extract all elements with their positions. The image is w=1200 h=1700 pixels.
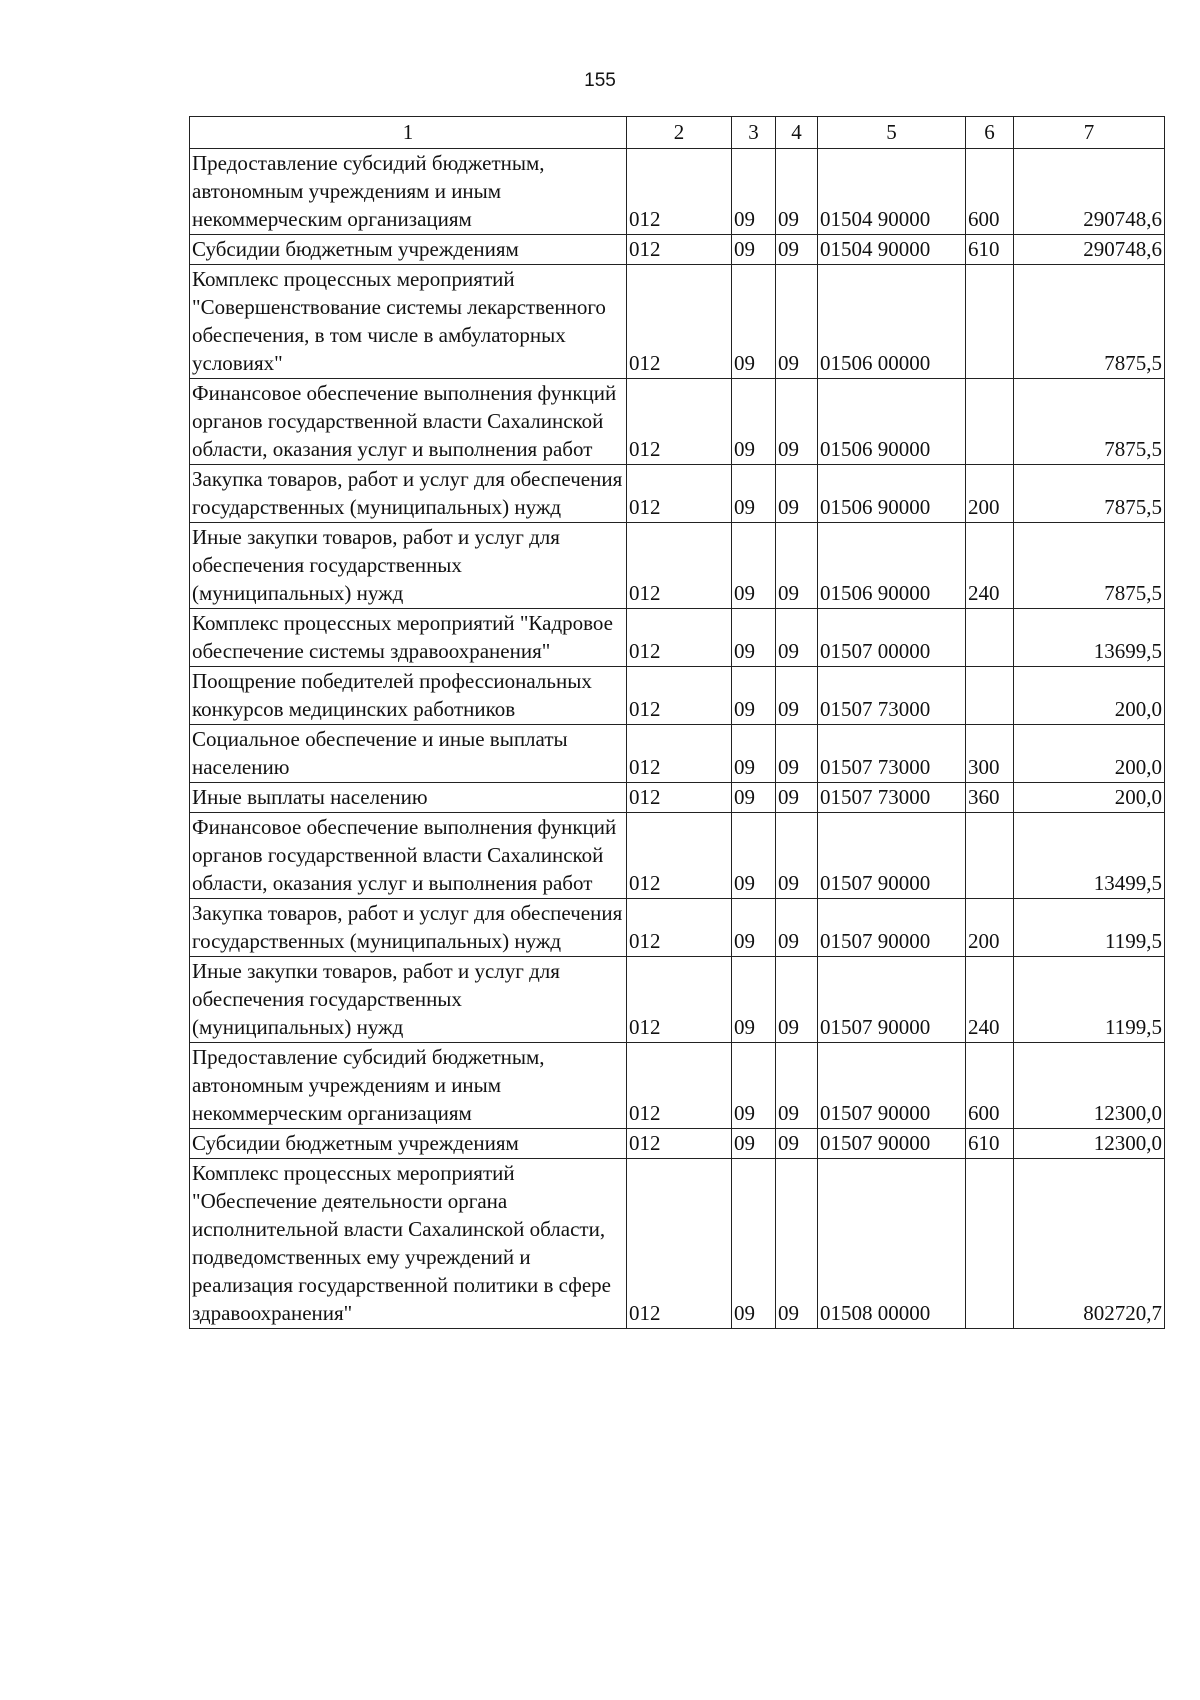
row-ministry-code-cell: 012: [627, 235, 732, 265]
row-expense-type-cell: [966, 379, 1014, 465]
row-expense-type-cell: [966, 1159, 1014, 1329]
row-ministry-code-cell: 012: [627, 523, 732, 609]
header-cell: 5: [818, 117, 966, 149]
row-ministry-code-cell: 012: [627, 957, 732, 1043]
row-ministry-code-cell: 012: [627, 899, 732, 957]
row-expense-type-cell: 600: [966, 149, 1014, 235]
row-ministry-code-cell: 012: [627, 265, 732, 379]
row-target-article-cell: 01506 90000: [818, 465, 966, 523]
row-amount-cell: 7875,5: [1014, 465, 1165, 523]
row-expense-type-cell: [966, 667, 1014, 725]
row-section-cell: 09: [732, 725, 776, 783]
row-subsection-cell: 09: [776, 783, 818, 813]
row-subsection-cell: 09: [776, 1159, 818, 1329]
table-row: [190, 465, 1165, 523]
row-name-cell: Субсидии бюджетным учреждениям: [190, 235, 627, 265]
row-amount-cell: 1199,5: [1014, 899, 1165, 957]
row-target-article-cell: 01507 73000: [818, 667, 966, 725]
row-expense-type-cell: [966, 265, 1014, 379]
row-amount-cell: 290748,6: [1014, 149, 1165, 235]
row-subsection-cell: 09: [776, 609, 818, 667]
row-target-article-cell: 01504 90000: [818, 235, 966, 265]
row-section-cell: 09: [732, 149, 776, 235]
row-expense-type-cell: [966, 813, 1014, 899]
row-subsection-cell: 09: [776, 465, 818, 523]
row-subsection-cell: 09: [776, 379, 818, 465]
table-row: [190, 609, 1165, 667]
row-name-cell: Социальное обеспечение и иные выплаты населению: [190, 725, 627, 783]
row-amount-cell: 200,0: [1014, 783, 1165, 813]
table-row: [190, 813, 1165, 899]
table-row: [190, 667, 1165, 725]
table-row: [190, 899, 1165, 957]
row-amount-cell: 200,0: [1014, 667, 1165, 725]
row-amount-cell: 13499,5: [1014, 813, 1165, 899]
row-amount-cell: 12300,0: [1014, 1043, 1165, 1129]
row-amount-cell: 200,0: [1014, 725, 1165, 783]
row-expense-type-cell: 610: [966, 1129, 1014, 1159]
row-subsection-cell: 09: [776, 235, 818, 265]
header-cell: 2: [627, 117, 732, 149]
table-row: [190, 783, 1165, 813]
row-target-article-cell: 01506 90000: [818, 379, 966, 465]
row-expense-type-cell: 240: [966, 523, 1014, 609]
row-target-article-cell: 01506 90000: [818, 523, 966, 609]
table-row: [190, 235, 1165, 265]
row-name-cell: Комплекс процессных мероприятий "Обеспечение деятельности органа исполнительной власти Сахалинской области, подведомственных ему учреждений и реализация государственной политики в сфере здравоохранения": [190, 1159, 627, 1329]
row-name-cell: Иные закупки товаров, работ и услуг для обеспечения государственных (муниципальных) нужд: [190, 957, 627, 1043]
header-cell: 6: [966, 117, 1014, 149]
row-name-cell: Комплекс процессных мероприятий "Совершенствование системы лекарственного обеспечения, в том числе в амбулаторных условиях": [190, 265, 627, 379]
row-subsection-cell: 09: [776, 899, 818, 957]
row-name-cell: Закупка товаров, работ и услуг для обеспечения государственных (муниципальных) нужд: [190, 899, 627, 957]
row-amount-cell: 7875,5: [1014, 265, 1165, 379]
row-name-cell: Иные выплаты населению: [190, 783, 627, 813]
table-row: [190, 523, 1165, 609]
row-name-cell: Предоставление субсидий бюджетным, автономным учреждениям и иным некоммерческим организациям: [190, 149, 627, 235]
row-ministry-code-cell: 012: [627, 667, 732, 725]
row-name-cell: Поощрение победителей профессиональных конкурсов медицинских работников: [190, 667, 627, 725]
row-target-article-cell: 01507 90000: [818, 957, 966, 1043]
row-section-cell: 09: [732, 813, 776, 899]
row-name-cell: Комплекс процессных мероприятий "Кадровое обеспечение системы здравоохранения": [190, 609, 627, 667]
row-target-article-cell: 01506 00000: [818, 265, 966, 379]
row-target-article-cell: 01507 00000: [818, 609, 966, 667]
row-subsection-cell: 09: [776, 1043, 818, 1129]
table-row: [190, 265, 1165, 379]
row-subsection-cell: 09: [776, 1129, 818, 1159]
row-expense-type-cell: 300: [966, 725, 1014, 783]
row-target-article-cell: 01507 90000: [818, 1129, 966, 1159]
row-ministry-code-cell: 012: [627, 465, 732, 523]
row-subsection-cell: 09: [776, 523, 818, 609]
row-subsection-cell: 09: [776, 813, 818, 899]
header-row: [190, 117, 1165, 149]
budget-table: [189, 116, 1165, 1329]
row-expense-type-cell: 200: [966, 465, 1014, 523]
row-ministry-code-cell: 012: [627, 783, 732, 813]
header-cell: 1: [190, 117, 627, 149]
row-target-article-cell: 01508 00000: [818, 1159, 966, 1329]
row-section-cell: 09: [732, 899, 776, 957]
row-ministry-code-cell: 012: [627, 725, 732, 783]
row-amount-cell: 7875,5: [1014, 523, 1165, 609]
row-section-cell: 09: [732, 235, 776, 265]
row-amount-cell: 12300,0: [1014, 1129, 1165, 1159]
row-target-article-cell: 01507 90000: [818, 1043, 966, 1129]
header-cell: 7: [1014, 117, 1165, 149]
row-name-cell: Субсидии бюджетным учреждениям: [190, 1129, 627, 1159]
row-ministry-code-cell: 012: [627, 813, 732, 899]
row-section-cell: 09: [732, 265, 776, 379]
row-section-cell: 09: [732, 1159, 776, 1329]
row-ministry-code-cell: 012: [627, 379, 732, 465]
row-section-cell: 09: [732, 957, 776, 1043]
row-name-cell: Иные закупки товаров, работ и услуг для обеспечения государственных (муниципальных) нужд: [190, 523, 627, 609]
row-subsection-cell: 09: [776, 725, 818, 783]
row-section-cell: 09: [732, 609, 776, 667]
table-row: [190, 149, 1165, 235]
row-ministry-code-cell: 012: [627, 609, 732, 667]
row-section-cell: 09: [732, 783, 776, 813]
row-expense-type-cell: 610: [966, 235, 1014, 265]
row-expense-type-cell: [966, 609, 1014, 667]
row-amount-cell: 802720,7: [1014, 1159, 1165, 1329]
row-expense-type-cell: 360: [966, 783, 1014, 813]
row-amount-cell: 7875,5: [1014, 379, 1165, 465]
row-section-cell: 09: [732, 523, 776, 609]
row-name-cell: Предоставление субсидий бюджетным, автономным учреждениям и иным некоммерческим организациям: [190, 1043, 627, 1129]
row-section-cell: 09: [732, 667, 776, 725]
table-row: [190, 379, 1165, 465]
row-subsection-cell: 09: [776, 667, 818, 725]
row-expense-type-cell: 600: [966, 1043, 1014, 1129]
row-section-cell: 09: [732, 379, 776, 465]
table-row: [190, 1129, 1165, 1159]
row-target-article-cell: 01504 90000: [818, 149, 966, 235]
row-target-article-cell: 01507 73000: [818, 783, 966, 813]
table-row: [190, 725, 1165, 783]
table-row: [190, 1159, 1165, 1329]
row-amount-cell: 290748,6: [1014, 235, 1165, 265]
row-target-article-cell: 01507 73000: [818, 725, 966, 783]
row-expense-type-cell: 240: [966, 957, 1014, 1043]
row-target-article-cell: 01507 90000: [818, 899, 966, 957]
row-section-cell: 09: [732, 1043, 776, 1129]
row-ministry-code-cell: 012: [627, 149, 732, 235]
row-subsection-cell: 09: [776, 149, 818, 235]
row-ministry-code-cell: 012: [627, 1159, 732, 1329]
header-cell: 3: [732, 117, 776, 149]
row-expense-type-cell: 200: [966, 899, 1014, 957]
row-amount-cell: 13699,5: [1014, 609, 1165, 667]
row-name-cell: Финансовое обеспечение выполнения функций органов государственной власти Сахалинской области, оказания услуг и выполнения работ: [190, 813, 627, 899]
row-target-article-cell: 01507 90000: [818, 813, 966, 899]
row-ministry-code-cell: 012: [627, 1129, 732, 1159]
row-name-cell: Финансовое обеспечение выполнения функций органов государственной власти Сахалинской области, оказания услуг и выполнения работ: [190, 379, 627, 465]
table-row: [190, 1043, 1165, 1129]
row-ministry-code-cell: 012: [627, 1043, 732, 1129]
row-subsection-cell: 09: [776, 265, 818, 379]
row-section-cell: 09: [732, 1129, 776, 1159]
row-subsection-cell: 09: [776, 957, 818, 1043]
row-name-cell: Закупка товаров, работ и услуг для обеспечения государственных (муниципальных) нужд: [190, 465, 627, 523]
table-row: [190, 957, 1165, 1043]
row-amount-cell: 1199,5: [1014, 957, 1165, 1043]
row-section-cell: 09: [732, 465, 776, 523]
header-cell: 4: [776, 117, 818, 149]
page-number: 155: [584, 70, 616, 91]
